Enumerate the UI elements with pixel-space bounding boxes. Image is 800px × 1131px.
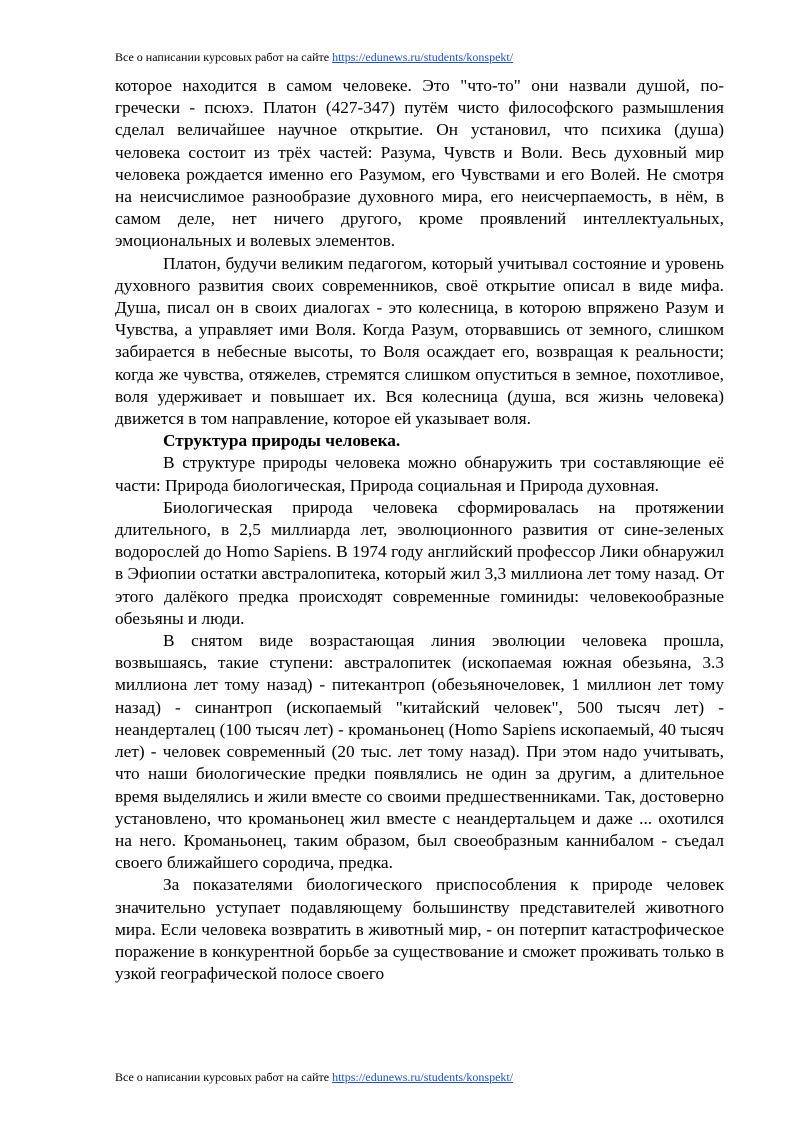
paragraph-2: Платон, будучи великим педагогом, который учитывал состояние и уровень духовного развития своих современников, своё открытие описал в виде мифа. Душа, писал он в своих диалогах - это колесница, в которою впряжено Разум и Чувства, а управляет ими Воля. Когда Разум, оторвавшись от земного, слишком забирается в небесные высоты, то Воля осаждает его, возвращая к реальности; когда же чувства, отяжелев, стремятся слишком опуститься в земное, похотливое, воля удерживает и повышает их. Вся колесница (душа, вся жизнь человека) движется в том направление, которое ей указывает воля.: [115, 253, 724, 429]
running-header: [115, 49, 513, 65]
paragraph-1: которое находится в самом человеке. Это "что-то" они назвали душой, по-гречески - псюхэ. Платон (427-347) путём чисто философского размышления сделал величайшее научное открытие. Он установил, что психика (душа) человека состоит из трёх частей: Разума, Чувств и Воли. Весь духовный мир человека рождается именно его Разумом, его Чувствами и его Волей. Не смотря на неисчислимое разнообразие духовного мира, его неисчерпаемость, в нём, в самом деле, нет ничего другого, кроме проявлений интеллектуальных, эмоциональных и волевых элементов.: [115, 76, 724, 251]
footer-text: Все о написании курсовых работ на сайте: [115, 1070, 330, 1084]
footer-link[interactable]: https://edunews.ru/students/konspekt/: [332, 1070, 514, 1084]
paragraph-6: За показателями биологического приспособления к природе человек значительно уступает подавляющему большинству представителей животного мира. Если человека возвратить в животный мир, - он потерпит катастрофическое поражение в конкурентной борьбе за существование и сможет проживать только в узкой географической полосе своего: [115, 875, 724, 984]
section-heading: Структура природы человека.: [163, 431, 401, 451]
paragraph-4: Биологическая природа человека сформировалась на протяжении длительного, в 2,5 миллиарда лет, эволюционного развития от сине-зеленых водорослей до Homo Sapiens. В 1974 году английский профессор Лики обнаружил в Эфиопии остатки австралопитека, который жил 3,3 миллиона лет тому назад. От этого далёкого предка происходят современные гоминиды: человекообразные обезьяны и люди.: [115, 497, 724, 628]
running-footer: [115, 1069, 513, 1085]
header-link[interactable]: https://edunews.ru/students/konspekt/: [332, 50, 514, 64]
paragraph-5: В снятом виде возрастающая линия эволюции человека прошла, возвышаясь, такие ступени: австралопитек (ископаемая южная обезьяна, 3.3 миллиона лет тому назад) - питекантроп (обезьяночеловек, 1 миллион лет тому назад) - синантроп (ископаемый "китайский человек", 500 тысяч лет) - неандерталец (100 тысяч лет) - кроманьонец (Homo Sapiens ископаемый, 40 тысяч лет) - человек современный (20 тыс. лет тому назад). При этом надо учитывать, что наши биологические предки появлялись не один за другим, а длительное время выделялись и жили вместе со своими предшественниками. Так, достоверно установлено, что кроманьонец жил вместе с неандертальцем и даже ... охотился на него. Кроманьонец, таким образом, был своеобразным каннибалом - съедал своего ближайшего сородича, предка.: [115, 631, 724, 873]
document-body: [115, 75, 724, 985]
header-text: Все о написании курсовых работ на сайте: [115, 50, 330, 64]
paragraph-3: В структуре природы человека можно обнаружить три составляющие её части: Природа биологическая, Природа социальная и Природа духовная.: [115, 453, 724, 495]
